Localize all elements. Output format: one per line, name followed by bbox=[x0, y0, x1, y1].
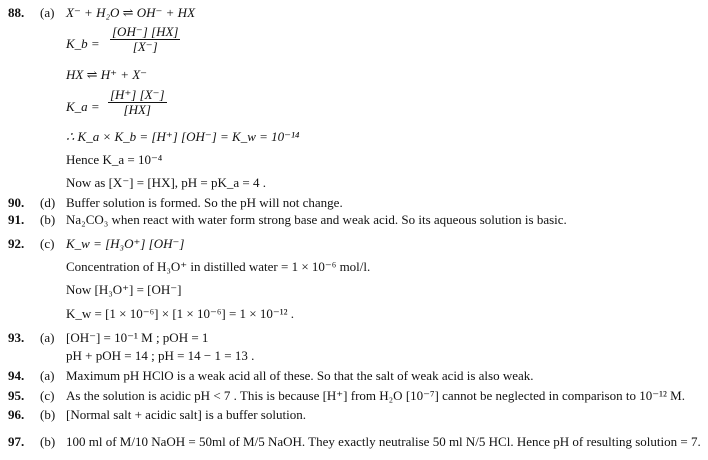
equality-line: Now [H₃O⁺] = [OH⁻] bbox=[66, 282, 182, 297]
ka-numerator: [H⁺] [X⁻] bbox=[110, 87, 165, 102]
question-number: 97. bbox=[8, 434, 25, 449]
answer-text: 100 ml of M/10 NaOH = 50ml of M/5 NaOH. They exactly neutralise 50 ml N/5 HCl. Hence pH of resulting solution = 7. bbox=[66, 434, 701, 449]
kb-fraction bbox=[108, 25, 182, 54]
answer-option: (a) bbox=[40, 368, 55, 383]
question-number: 90. bbox=[8, 195, 25, 210]
answer-option: (a) bbox=[40, 330, 55, 345]
question-number: 92. bbox=[8, 236, 25, 251]
equation-dissociation: HX ⇌ H⁺ + X⁻ bbox=[66, 67, 148, 82]
answer-text: As the solution is acidic pH < 7 . This is because [H⁺] from H₂O [10⁻⁷] cannot be neglected in comparison to 10⁻¹² M. bbox=[66, 388, 685, 403]
answer-text: [Normal salt + acidic salt] is a buffer solution. bbox=[66, 407, 306, 422]
answer-text: Buffer solution is formed. So the pH will not change. bbox=[66, 195, 343, 210]
ka-denominator: [HX] bbox=[123, 102, 151, 117]
answer-text: Maximum pH HClO is a weak acid all of these. So that the salt of weak acid is also weak. bbox=[66, 368, 534, 383]
answer-option: (a) bbox=[40, 5, 55, 20]
answer-option: (d) bbox=[40, 195, 56, 210]
ph-line: pH + pOH = 14 ; pH = 14 − 1 = 13 . bbox=[66, 348, 255, 363]
kw-expression: K_w = [H₃O⁺] [OH⁻] bbox=[66, 236, 185, 251]
kb-denominator: [X⁻] bbox=[132, 39, 158, 54]
answer-option: (b) bbox=[40, 212, 56, 227]
equation-hydrolysis: X⁻ + H₂O ⇌ OH⁻ + HX bbox=[66, 5, 196, 20]
answer-option: (b) bbox=[40, 407, 56, 422]
ka-value: Hence K_a = 10⁻⁴ bbox=[66, 152, 163, 167]
question-number: 91. bbox=[8, 212, 25, 227]
question-number: 93. bbox=[8, 330, 25, 345]
answer-option: (c) bbox=[40, 388, 55, 403]
concentration-line: Concentration of H₃O⁺ in distilled water = 1 × 10⁻⁶ mol/l. bbox=[66, 259, 371, 274]
answer-option: (c) bbox=[40, 236, 55, 251]
answer-text: Na₂CO₃ when react with water form strong base and weak acid. So its aqueous solution is basic. bbox=[66, 212, 567, 227]
ph-result: Now as [X⁻] = [HX], pH = pK_a = 4 . bbox=[66, 175, 266, 190]
ka-label: K_a = bbox=[66, 99, 100, 114]
question-number: 95. bbox=[8, 388, 25, 403]
question-number: 96. bbox=[8, 407, 25, 422]
question-number: 94. bbox=[8, 368, 25, 383]
kw-result: K_w = [1 × 10⁻⁶] × [1 × 10⁻⁶] = 1 × 10⁻¹² . bbox=[66, 306, 295, 321]
kb-numerator: [OH⁻] [HX] bbox=[112, 24, 179, 39]
kb-label: K_b = bbox=[66, 36, 100, 51]
ka-kb-product: ∴ K_a × K_b = [H⁺] [OH⁻] = K_w = 10⁻¹⁴ bbox=[66, 129, 300, 144]
answer-option: (b) bbox=[40, 434, 56, 449]
question-number: 88. bbox=[8, 5, 25, 20]
poh-line: [OH⁻] = 10⁻¹ M ; pOH = 1 bbox=[66, 330, 209, 345]
ka-fraction bbox=[106, 88, 169, 117]
